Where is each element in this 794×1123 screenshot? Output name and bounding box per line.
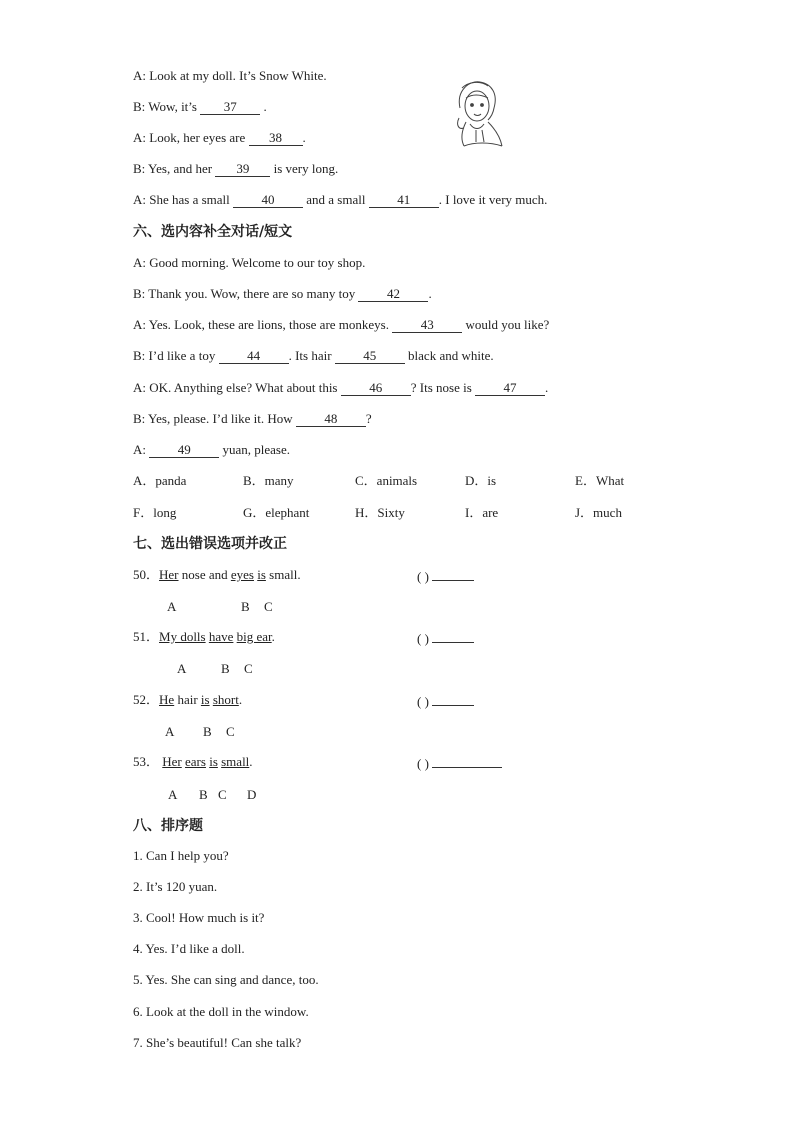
- letter-d-53: D: [247, 787, 257, 802]
- section8-title: 八、排序题: [133, 818, 203, 834]
- sort-item-5: 5. Yes. She can sing and dance, too.: [133, 972, 319, 987]
- dialog1-line-4: B: Yes, and her 39 is very long.: [133, 161, 339, 176]
- letter-b-53: B: [199, 787, 208, 802]
- sort-item-7: 7. She’s beautiful! Can she talk?: [133, 1035, 302, 1050]
- section6-line-2: B: Thank you. Wow, there are so many toy 42 .: [133, 286, 432, 301]
- blank-48[interactable]: 48: [296, 411, 366, 427]
- dialog1-line-3: A: Look, her eyes are 38 .: [133, 130, 306, 145]
- question-50: 50．Her nose and eyes is small.: [133, 567, 301, 582]
- option-i: I．are: [465, 505, 499, 520]
- question-53: 53． Her ears is small.: [133, 754, 253, 769]
- answer-paren-52[interactable]: ( ): [417, 691, 474, 711]
- letter-a-53: A: [168, 787, 178, 802]
- option-d: D．is: [465, 473, 497, 488]
- answer-paren-53[interactable]: ( ): [417, 753, 502, 773]
- sort-item-3: 3. Cool! How much is it?: [133, 910, 265, 925]
- blank-46[interactable]: 46: [341, 380, 411, 396]
- answer-paren-50[interactable]: ( ): [417, 566, 474, 586]
- sort-item-4: 4. Yes. I’d like a doll.: [133, 941, 245, 956]
- section6-line-3: A: Yes. Look, these are lions, those are monkeys. 43 would you like?: [133, 317, 550, 332]
- letter-c-50: C: [264, 599, 273, 614]
- letter-b-52: B: [203, 724, 212, 739]
- correction-52[interactable]: [432, 691, 474, 706]
- question-51: 51．My dolls have big ear.: [133, 629, 275, 644]
- blank-47[interactable]: 47: [475, 380, 545, 396]
- option-f: F．long: [133, 505, 177, 520]
- option-a: A．panda: [133, 473, 187, 488]
- letter-a-51: A: [177, 661, 187, 676]
- correction-50[interactable]: [432, 566, 474, 581]
- sort-item-1: 1. Can I help you?: [133, 848, 229, 863]
- correction-51[interactable]: [432, 628, 474, 643]
- blank-44[interactable]: 44: [219, 348, 289, 364]
- snow-white-illustration: [446, 78, 508, 148]
- blank-42[interactable]: 42: [358, 286, 428, 302]
- section7-title: 七、选出错误选项并改正: [133, 536, 287, 552]
- section6-line-7: A: 49 yuan, please.: [133, 442, 291, 457]
- section6-title: 六、选内容补全对话/短文: [133, 224, 293, 240]
- option-e: E．What: [575, 473, 625, 488]
- option-g: G．elephant: [243, 505, 310, 520]
- letter-c-51: C: [244, 661, 253, 676]
- section6-line-4: B: I’d like a toy 44 . Its hair 45 black and white.: [133, 348, 494, 363]
- blank-45[interactable]: 45: [335, 348, 405, 364]
- correction-53[interactable]: [432, 753, 502, 768]
- blank-39[interactable]: 39: [215, 161, 270, 177]
- letter-c-52: C: [226, 724, 235, 739]
- section6-line-6: B: Yes, please. I’d like it. How 48 ?: [133, 411, 372, 426]
- dialog1-line-2: B: Wow, it’s 37 .: [133, 99, 267, 114]
- option-c: C．animals: [355, 473, 418, 488]
- letter-a-50: A: [167, 599, 177, 614]
- letter-a-52: A: [165, 724, 175, 739]
- option-j: J．much: [575, 505, 622, 520]
- letter-c-53: C: [218, 787, 227, 802]
- section6-line-1: A: Good morning. Welcome to our toy shop.: [133, 255, 366, 270]
- sort-item-2: 2. It’s 120 yuan.: [133, 879, 218, 894]
- blank-40[interactable]: 40: [233, 192, 303, 208]
- blank-37[interactable]: 37: [200, 99, 260, 115]
- letter-b-51: B: [221, 661, 230, 676]
- blank-38[interactable]: 38: [249, 130, 303, 146]
- answer-paren-51[interactable]: ( ): [417, 628, 474, 648]
- blank-43[interactable]: 43: [392, 317, 462, 333]
- option-h: H．Sixty: [355, 505, 405, 520]
- dialog1-line-1: A: Look at my doll. It’s Snow White.: [133, 68, 327, 83]
- blank-49[interactable]: 49: [149, 442, 219, 458]
- question-52: 52．He hair is short.: [133, 692, 243, 707]
- section6-line-5: A: OK. Anything else? What about this 46 ? Its nose is 47 .: [133, 380, 549, 395]
- dialog1-line-5: A: She has a small 40 and a small 41 . I love it very much.: [133, 192, 548, 207]
- blank-41[interactable]: 41: [369, 192, 439, 208]
- letter-b-50: B: [241, 599, 250, 614]
- option-b: B．many: [243, 473, 294, 488]
- sort-item-6: 6. Look at the doll in the window.: [133, 1004, 309, 1019]
